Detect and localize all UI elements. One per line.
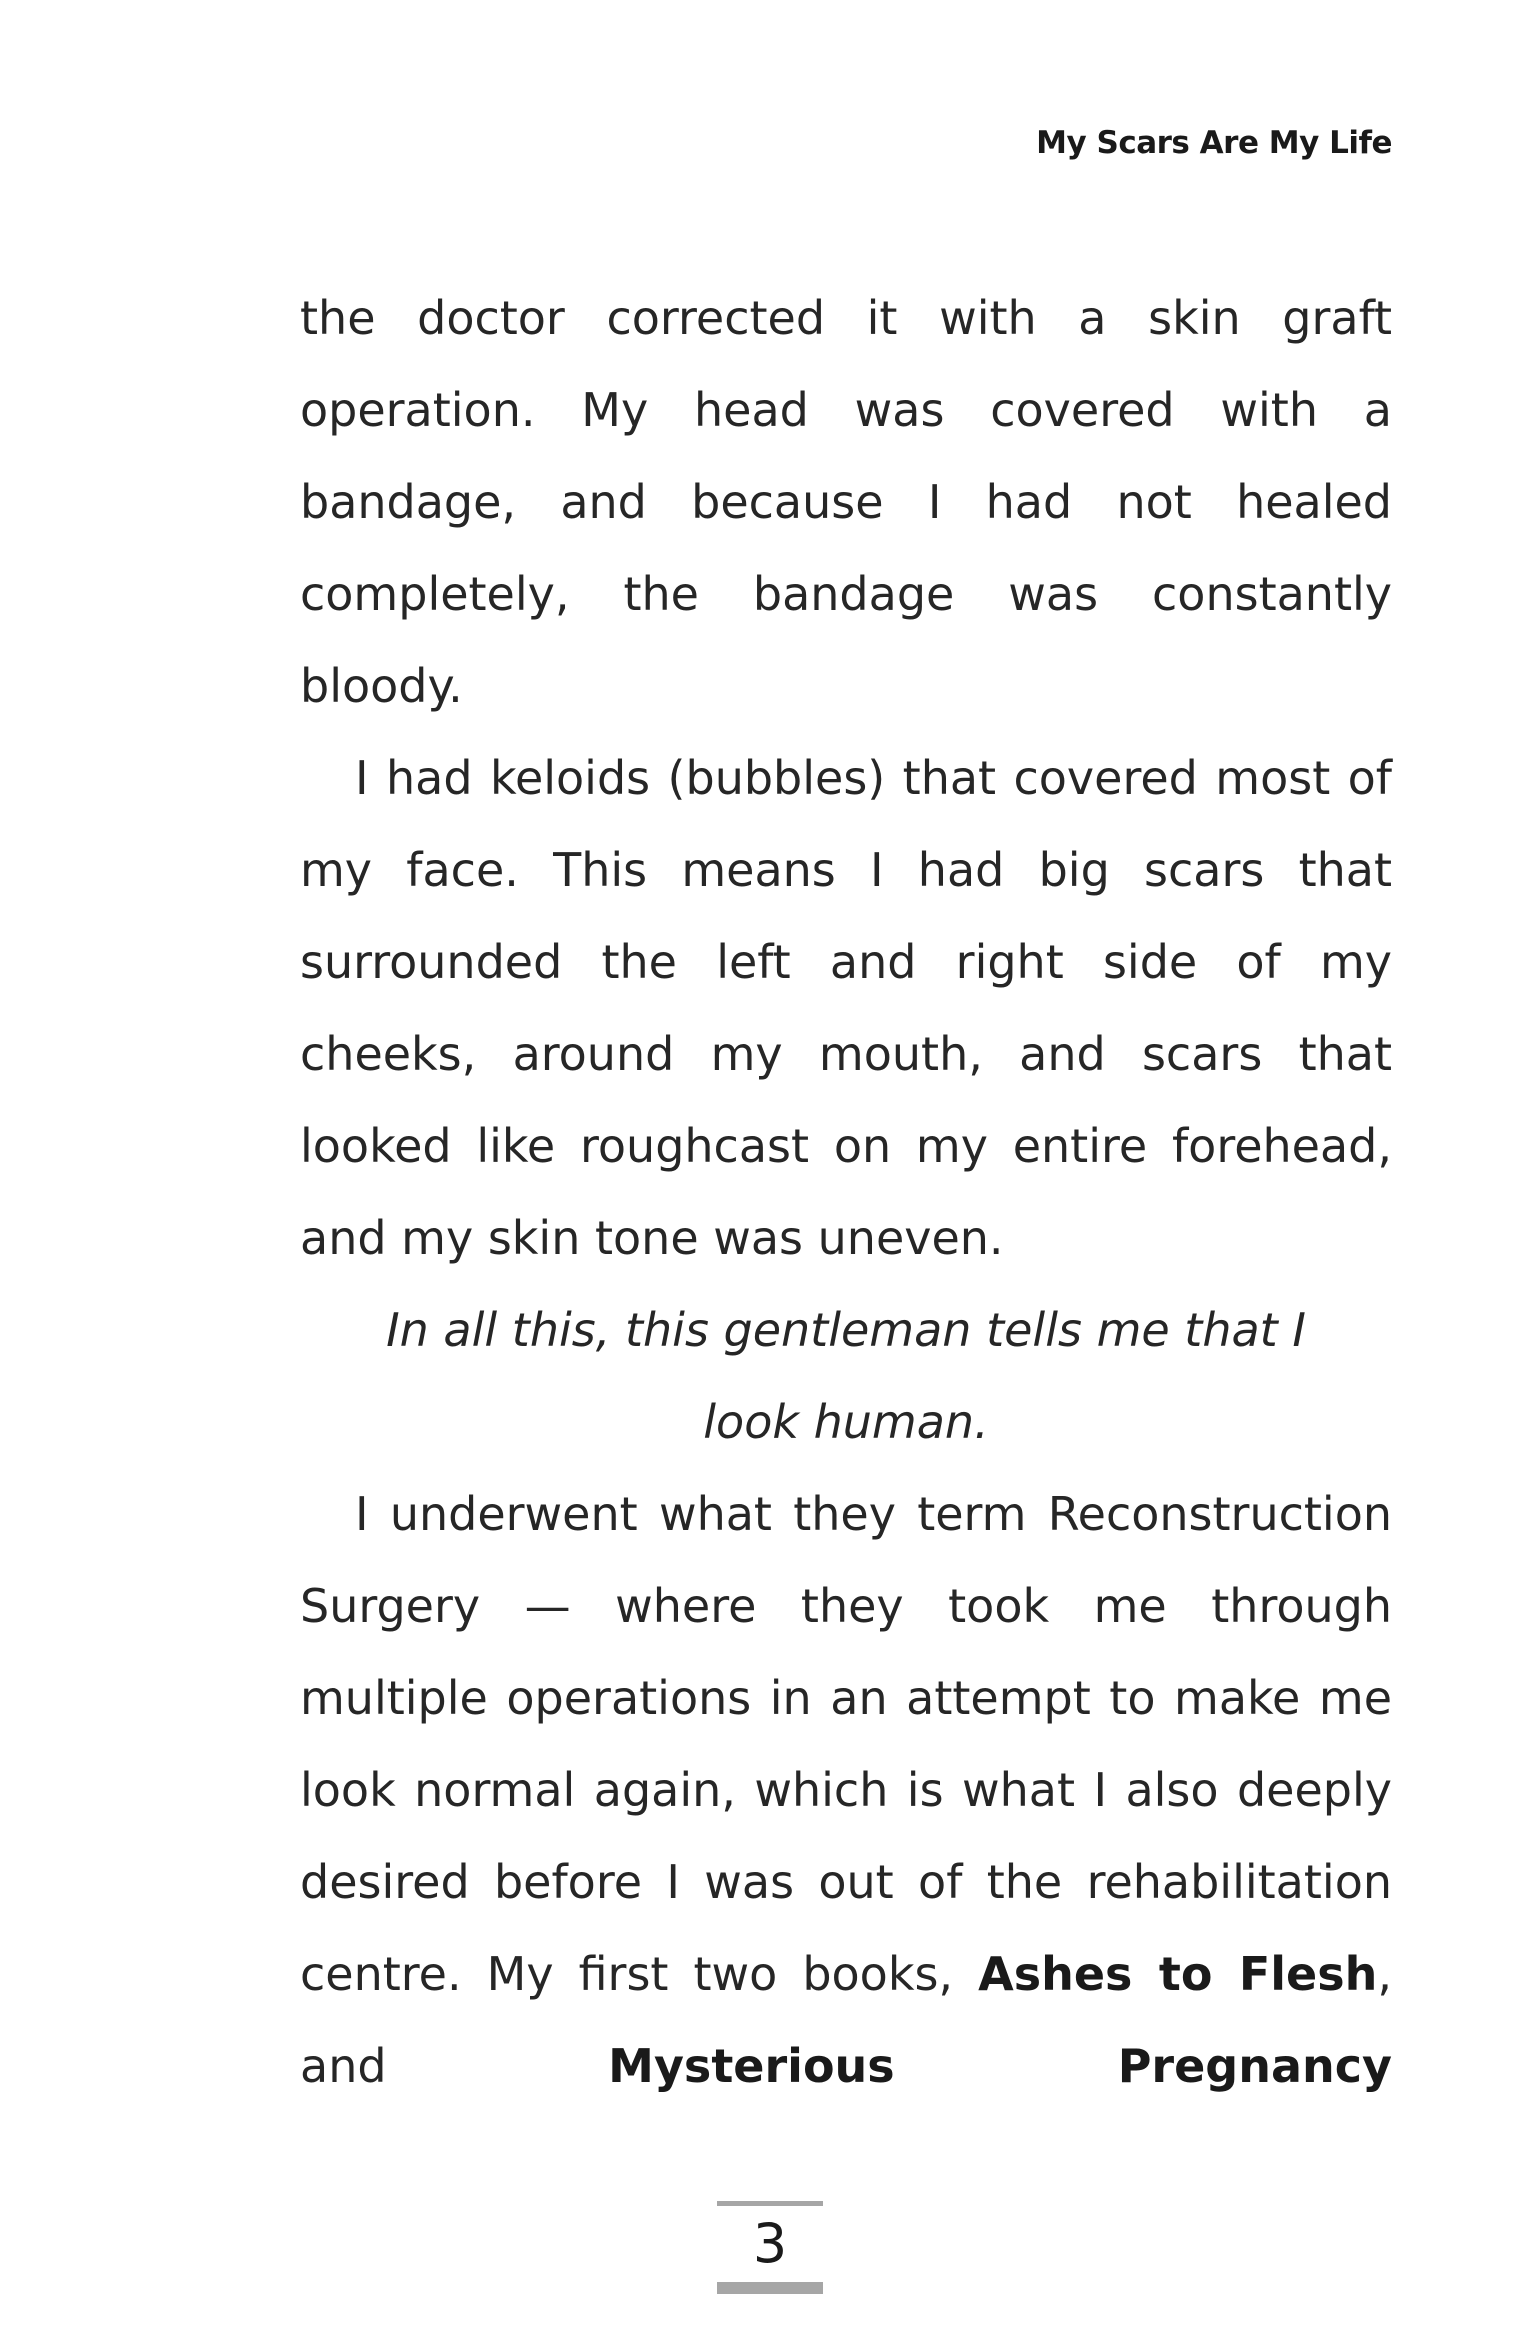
page-number: 3 xyxy=(752,2212,788,2275)
book-title-1: Ashes to Flesh xyxy=(978,1947,1378,2001)
paragraph-3 xyxy=(300,1468,1392,2112)
paragraph-3-text: I underwent what they term Reconstruction Surgery — where they took me through multiple operations in an attempt to make me look normal again, which is what I also deeply desired before I was out of the rehabilitation centre. My first two books, xyxy=(300,1487,1392,2001)
page-number-block xyxy=(717,2201,823,2294)
pull-quote xyxy=(300,1284,1392,1468)
pull-quote-line-1: In all this, this gentleman tells me that I xyxy=(386,1303,1306,1357)
paragraph-2: I had keloids (bubbles) that covered most of my face. This means I had big scars that surrounded the left and right side of my cheeks, around my mouth, and scars that looked like roughcast on my entire forehead, and my skin tone was uneven. xyxy=(300,751,1392,1265)
paragraph-1: the doctor corrected it with a skin graft operation. My head was covered with a bandage, and because I had not healed completely, the bandage was constantly bloody. xyxy=(300,291,1392,713)
page-number-rule-bottom xyxy=(717,2282,823,2294)
book-title-2: Mysterious Pregnancy xyxy=(608,2039,1393,2093)
paragraph-3-separator: , and xyxy=(300,1947,1393,2093)
body-text xyxy=(300,272,1392,2112)
pull-quote-line-2: look human. xyxy=(703,1395,989,1449)
running-head: My Scars Are My Life xyxy=(1036,125,1392,161)
